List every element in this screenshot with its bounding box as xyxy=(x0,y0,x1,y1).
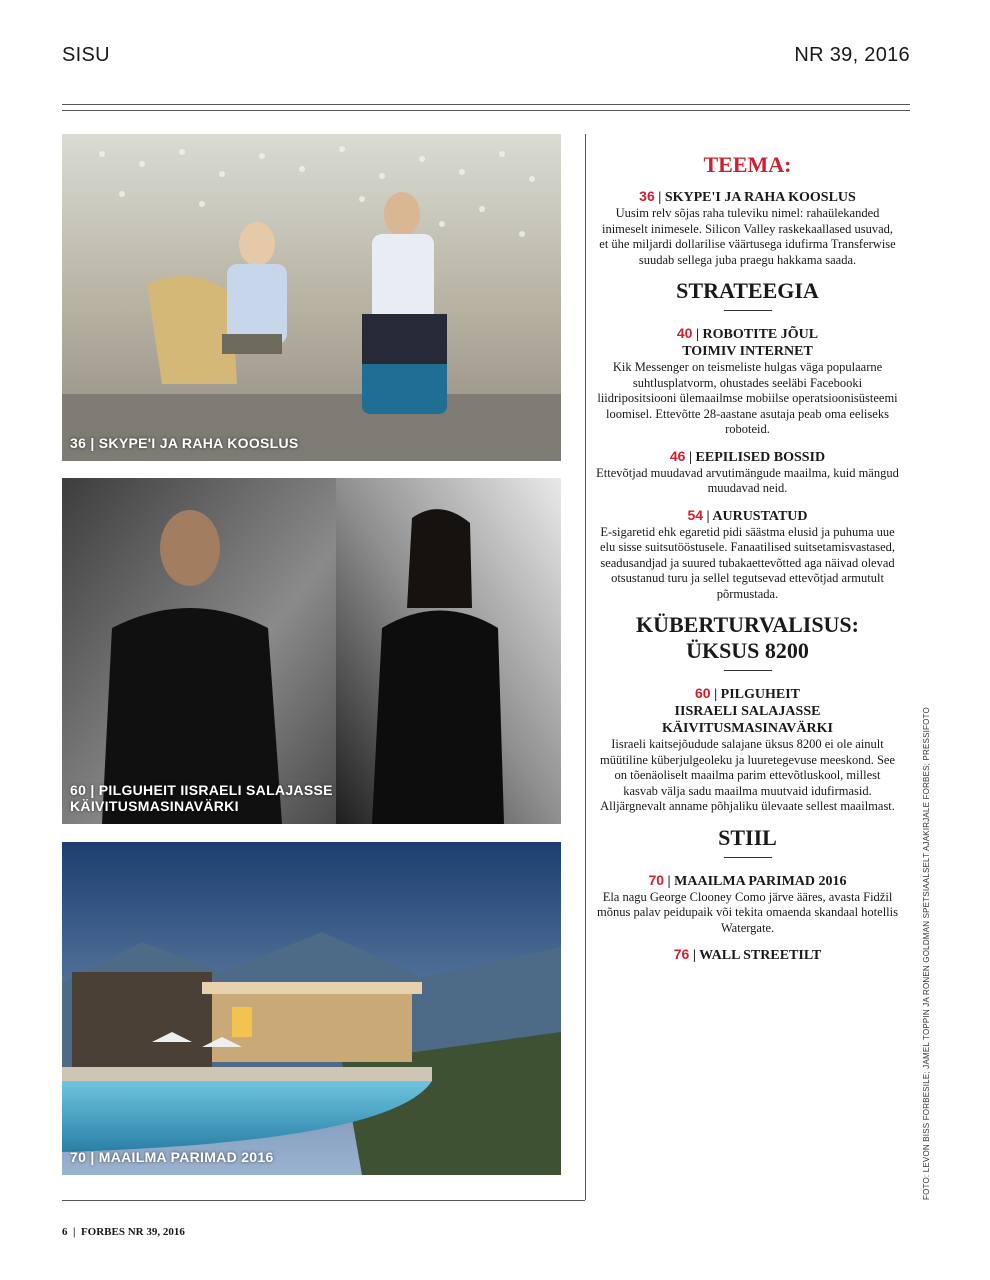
kuber-rule xyxy=(724,670,772,671)
header-rule-bottom xyxy=(62,110,910,111)
photo-office-founders xyxy=(62,134,561,461)
footer-brand: FORBES xyxy=(80,1226,125,1238)
uksus-8200-heading: ÜKSUS 8200 xyxy=(686,638,809,663)
toc-entry-76-head[interactable] xyxy=(596,946,899,964)
photo-credit: FOTO: LEVON BISS FORBESILE; JAMEL TOPPIN JA RONEN GOLDMAN SPETSIAALSELT AJAKIRJALE FORBES; PRESSIFOTO xyxy=(922,707,931,1200)
toc-entry-46-title: | EEPILISED BOSSID xyxy=(688,449,826,465)
toc-entry-76-number: 76 xyxy=(673,946,690,962)
photo-caption-70: 70 | MAAILMA PARIMAD 2016 xyxy=(70,1149,274,1165)
photo-hotel-pool xyxy=(62,842,561,1175)
strateegia-rule xyxy=(724,310,772,311)
toc-entry-36-title: | SKYPE'I JA RAHA KOOSLUS xyxy=(658,190,856,205)
toc-entry-70-title: | MAAILMA PARIMAD 2016 xyxy=(667,873,847,889)
footer-issue: NR 39, 2016 xyxy=(127,1226,185,1238)
toc-entry-60-body: Iisraeli kaitsejõudude salajane üksus 8200 ei ole ainult müütiline küberjulgeoleku ja luuretegevuse meeskond. See on tõenäoliselt maailma parim ettevõtluskool, millest kasvab välja sadu maailma muutvaid idufirmasid. Alljärgnevalt anname põhjaliku ülevaate sellest maailmast. xyxy=(599,737,896,813)
toc-entry-46-body: Ettevõtjad muudavad arvutimängude maailma, kuid mängud muudavad neid. xyxy=(596,465,899,495)
header-rule-top xyxy=(62,104,910,105)
teema-heading: TEEMA: xyxy=(703,152,792,177)
toc-entry-36-body: Uusim relv sõjas raha tuleviku nimel: rahaülekanded inimeselt inimesele. Silicon Valley raskekaallased usuvad, et ühe miljardi dollarilise väärtusega idufirma Transferwise suudab sellega juba praegu hakkama saada. xyxy=(599,206,896,267)
table-of-contents xyxy=(596,152,899,964)
toc-entry-40-title: | ROBOTITE JÕUL xyxy=(695,327,819,342)
toc-entry-60-number: 60 xyxy=(694,685,711,701)
stiil-heading: STIIL xyxy=(718,824,777,850)
photo-unit-8200-portraits xyxy=(62,478,561,824)
hotel-illustration xyxy=(62,842,561,1175)
footer-separator: | xyxy=(70,1226,79,1238)
photo-caption-36: 36 | SKYPE'I JA RAHA KOOSLUS xyxy=(70,435,299,451)
toc-entry-36-number: 36 xyxy=(639,188,655,204)
toc-entry-54-body: E-sigaretid ehk egaretid pidi säästma elusid ja puhuma uue elu sisse suitsutööstusele. Fanaatilised suitsetamisvastased, seadusandjad ja suured tubakaettevõtted aga näivad olevad otsustanud turu ja sellel tegutsevad ettevõtjad armutult põrmustada. xyxy=(599,524,896,601)
toc-entry-60-title3: KÄIVITUSMASINAVÄRKI xyxy=(662,721,833,736)
toc-entry-70-number: 70 xyxy=(648,871,665,888)
toc-entry-70-body: Ela nagu George Clooney Como järve ääres, avasta Fidžil mõnus palav peidupaik või tekita omaenda skandaal hotellis Watergate. xyxy=(597,889,898,935)
toc-entry-60-title2: IISRAELI SALAJASSE xyxy=(674,704,821,719)
toc-entry-54-head[interactable] xyxy=(596,507,899,525)
office-illustration xyxy=(62,134,561,461)
photo-caption-60-line1: 60 | PILGUHEIT IISRAELI SALAJASSE xyxy=(70,782,333,798)
toc-entry-60-title: | PILGUHEIT xyxy=(714,687,800,702)
page-footer xyxy=(62,1226,185,1238)
issue-number: NR 39, 2016 xyxy=(794,44,910,66)
toc-entry-40-head[interactable] xyxy=(596,325,899,343)
toc-entry-76-title: | WALL STREETILT xyxy=(692,948,822,963)
photo-caption-60-line2: KÄIVITUSMASINAVÄRKI xyxy=(70,798,239,814)
photo-caption-60 xyxy=(70,782,333,814)
toc-entry-54-number: 54 xyxy=(687,506,704,523)
page-number: 6 xyxy=(62,1226,68,1238)
toc-entry-36-head[interactable] xyxy=(596,188,899,206)
toc-entry-40-body: Kik Messenger on teismeliste hulgas väga populaarne suhtlusplatvorm, ohustades seeläbi Facebooki liidripositsiooni ülemaailmse mobiilse operatsioonisüsteemi loomisel. Ettevõtte 28-aastane asutaja peab oma eeliseks roboteid. xyxy=(597,360,898,436)
toc-entry-46-number: 46 xyxy=(669,447,686,464)
toc-entry-54-title: | AURUSTATUD xyxy=(706,508,808,524)
footer-rule xyxy=(62,1200,585,1201)
stiil-rule xyxy=(724,857,772,858)
toc-entry-46-head[interactable] xyxy=(596,448,899,466)
toc-entry-70-head[interactable] xyxy=(596,872,899,890)
column-divider xyxy=(585,134,586,1200)
toc-entry-40-number: 40 xyxy=(676,325,693,341)
strateegia-heading: STRATEEGIA xyxy=(676,278,819,303)
toc-entry-40-title2: TOIMIV INTERNET xyxy=(682,344,813,359)
kuberturvalisus-heading: KÜBERTURVALISUS: xyxy=(636,612,859,637)
portraits-illustration xyxy=(62,478,561,824)
section-label: SISU xyxy=(62,44,110,66)
toc-entry-60-head[interactable] xyxy=(596,685,899,703)
